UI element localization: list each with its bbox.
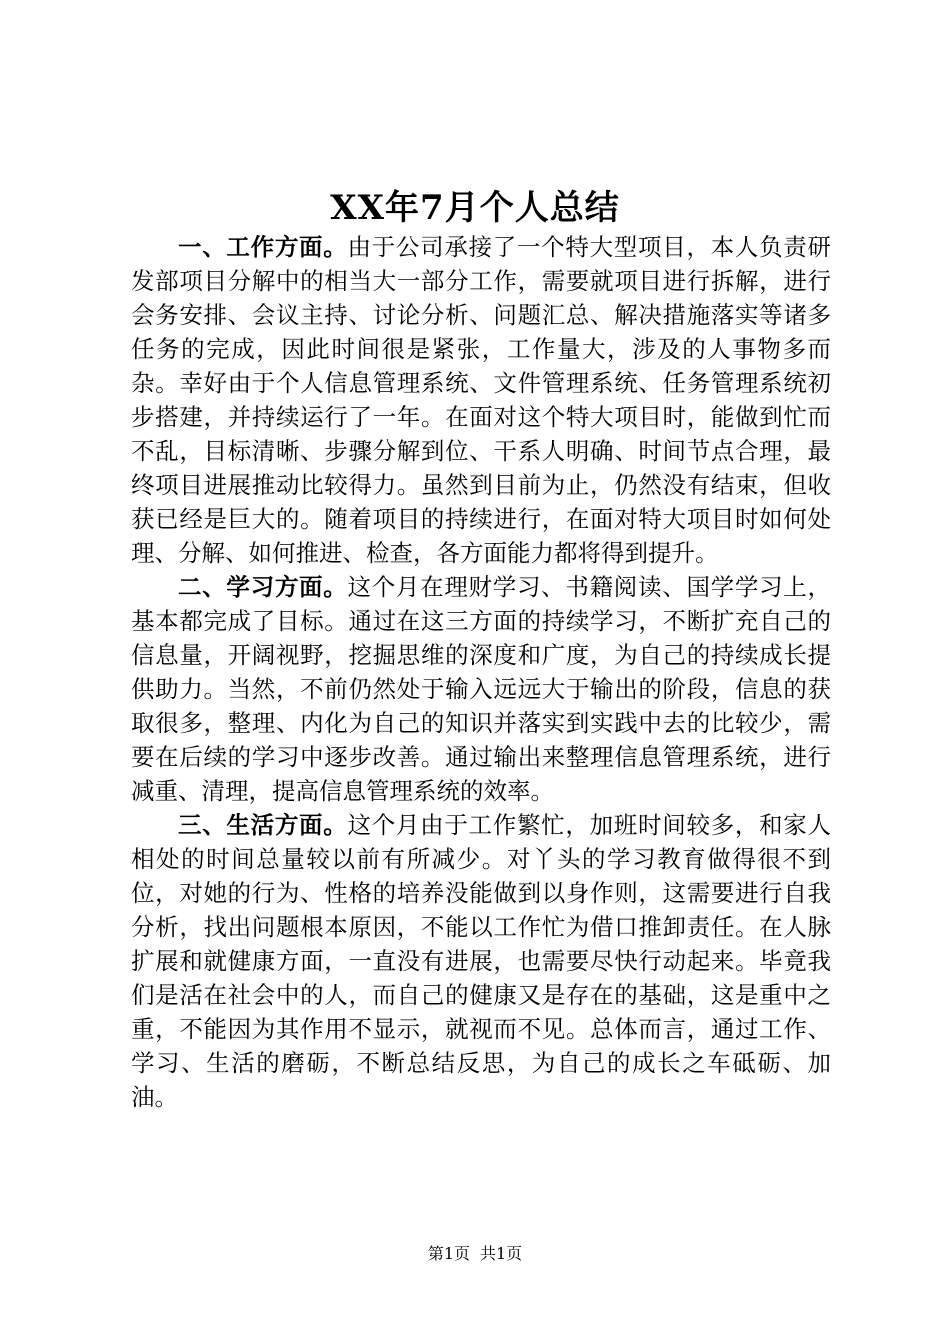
paragraph-text: 这个月由于工作繁忙，加班时间较多，和家人相处的时间总量较以前有所减少。对丫头的学习教育做得很不到位，对她的行为、性格的培养没能做到以身作则，这需要进行自我分析，找出问题根本原因，不能以工作忙为借口推卸责任。在人脉扩展和就健康方面，一直没有进展，也需要尽快行动起来。毕竟我们是活在社会中的人，而自己的健康又是存在的基础，这是重中之重，不能因为其作用不显示，就视而不见。总体而言，通过工作、学习、生活的磨砺，不断总结反思，为自己的成长之车砥砺、加油。 [131, 811, 832, 1111]
paragraph-life [131, 808, 831, 1114]
page-total: 共1页 [480, 1244, 523, 1263]
page-number: 第1页 [427, 1244, 470, 1263]
paragraph-text: 由于公司承接了一个特大型项目，本人负责研发部项目分解中的相当大一部分工作，需要就项目进行拆解，进行会务安排、会议主持、讨论分析、问题汇总、解决措施落实等诸多任务的完成，因此时间很是紧张，工作量大，涉及的人事物多而杂。幸好由于个人信息管理系统、文件管理系统、任务管理系统初步搭建，并持续运行了一年。在面对这个特大项目时，能做到忙而不乱，目标清晰、步骤分解到位、干系人明确、时间节点合理，最终项目进展推动比较得力。虽然到目前为止，仍然没有结束，但收获已经是巨大的。随着项目的持续进行，在面对特大项目时如何处理、分解、如何推进、检查，各方面能力都将得到提升。 [131, 233, 832, 567]
paragraph-heading: 一、工作方面。 [178, 233, 348, 261]
paragraph-text: 这个月在理财学习、书籍阅读、国学学习上，基本都完成了目标。通过在这三方面的持续学习，不断扩充自己的信息量，开阔视野，挖掘思维的深度和广度，为自己的持续成长提供助力。当然，不前仍然处于输入远远大于输出的阶段，信息的获取很多，整理、内化为自己的知识并落实到实践中去的比较少，需要在后续的学习中逐步改善。通过输出来整理信息管理系统，进行减重、清理，提高信息管理系统的效率。 [131, 573, 832, 805]
paragraph-heading: 二、学习方面。 [178, 573, 348, 601]
document-body [131, 230, 831, 1114]
paragraph-study [131, 570, 831, 808]
paragraph-heading: 三、生活方面。 [178, 811, 348, 839]
page-footer [0, 1243, 950, 1265]
document-title: XX年7月个人总结 [330, 188, 620, 228]
paragraph-work [131, 230, 831, 570]
